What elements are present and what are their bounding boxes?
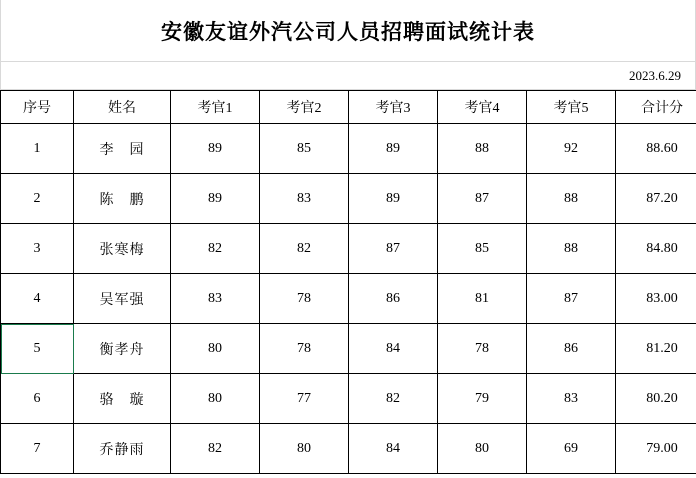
cell-judge2[interactable]: 78	[260, 274, 349, 324]
document-date: 2023.6.29	[629, 67, 681, 83]
table-row	[1, 124, 696, 174]
cell-seq[interactable]: 7	[1, 424, 74, 474]
cell-total[interactable]: 88.60	[616, 124, 696, 174]
cell-judge1[interactable]: 83	[171, 274, 260, 324]
table-row	[1, 174, 696, 224]
cell-seq-selected[interactable]: 5	[1, 324, 74, 374]
cell-judge3[interactable]: 84	[349, 324, 438, 374]
cell-seq[interactable]: 1	[1, 124, 74, 174]
cell-judge2[interactable]: 78	[260, 324, 349, 374]
cell-total[interactable]: 79.00	[616, 424, 696, 474]
cell-name[interactable]: 衡孝舟	[74, 324, 171, 374]
cell-judge2[interactable]: 83	[260, 174, 349, 224]
cell-judge2[interactable]: 85	[260, 124, 349, 174]
table-row	[1, 374, 696, 424]
cell-judge1[interactable]: 80	[171, 324, 260, 374]
cell-judge4[interactable]: 85	[438, 224, 527, 274]
cell-judge3[interactable]: 86	[349, 274, 438, 324]
cell-judge5[interactable]: 69	[527, 424, 616, 474]
table-row	[1, 324, 696, 374]
cell-judge4[interactable]: 78	[438, 324, 527, 374]
cell-name[interactable]: 乔静雨	[74, 424, 171, 474]
column-header-judge3: 考官3	[349, 91, 438, 124]
document-date-band	[0, 62, 696, 90]
cell-judge5[interactable]: 86	[527, 324, 616, 374]
cell-judge5[interactable]: 88	[527, 174, 616, 224]
cell-judge1[interactable]: 80	[171, 374, 260, 424]
cell-name[interactable]: 骆 璇	[74, 374, 171, 424]
cell-judge4[interactable]: 87	[438, 174, 527, 224]
table-row	[1, 224, 696, 274]
column-header-name: 姓名	[74, 91, 171, 124]
cell-judge5[interactable]: 87	[527, 274, 616, 324]
cell-judge2[interactable]: 77	[260, 374, 349, 424]
table-row	[1, 424, 696, 474]
cell-judge5[interactable]: 88	[527, 224, 616, 274]
cell-seq[interactable]: 2	[1, 174, 74, 224]
cell-judge3[interactable]: 89	[349, 174, 438, 224]
cell-name[interactable]: 李 园	[74, 124, 171, 174]
table-row	[1, 274, 696, 324]
cell-name[interactable]: 吴军强	[74, 274, 171, 324]
column-header-total: 合计分	[616, 91, 696, 124]
cell-judge5[interactable]: 83	[527, 374, 616, 424]
column-header-seq: 序号	[1, 91, 74, 124]
cell-seq[interactable]: 6	[1, 374, 74, 424]
cell-total[interactable]: 84.80	[616, 224, 696, 274]
cell-judge1[interactable]: 82	[171, 224, 260, 274]
page-title: 安徽友谊外汽公司人员招聘面试统计表	[161, 19, 535, 44]
cell-seq[interactable]: 3	[1, 224, 74, 274]
column-header-judge1: 考官1	[171, 91, 260, 124]
cell-judge4[interactable]: 88	[438, 124, 527, 174]
cell-name[interactable]: 张寒梅	[74, 224, 171, 274]
cell-name[interactable]: 陈 鹏	[74, 174, 171, 224]
table-header-row	[1, 91, 696, 124]
cell-judge2[interactable]: 82	[260, 224, 349, 274]
column-header-judge2: 考官2	[260, 91, 349, 124]
cell-judge5[interactable]: 92	[527, 124, 616, 174]
interview-score-table	[0, 90, 696, 474]
cell-judge3[interactable]: 82	[349, 374, 438, 424]
cell-judge3[interactable]: 84	[349, 424, 438, 474]
cell-judge1[interactable]: 89	[171, 174, 260, 224]
cell-judge4[interactable]: 79	[438, 374, 527, 424]
cell-seq[interactable]: 4	[1, 274, 74, 324]
document-title-band	[0, 0, 696, 62]
cell-total[interactable]: 83.00	[616, 274, 696, 324]
cell-judge3[interactable]: 87	[349, 224, 438, 274]
cell-judge1[interactable]: 89	[171, 124, 260, 174]
column-header-judge4: 考官4	[438, 91, 527, 124]
cell-judge4[interactable]: 81	[438, 274, 527, 324]
cell-total[interactable]: 81.20	[616, 324, 696, 374]
column-header-judge5: 考官5	[527, 91, 616, 124]
cell-judge3[interactable]: 89	[349, 124, 438, 174]
cell-total[interactable]: 80.20	[616, 374, 696, 424]
cell-judge4[interactable]: 80	[438, 424, 527, 474]
cell-judge1[interactable]: 82	[171, 424, 260, 474]
cell-judge2[interactable]: 80	[260, 424, 349, 474]
cell-total[interactable]: 87.20	[616, 174, 696, 224]
